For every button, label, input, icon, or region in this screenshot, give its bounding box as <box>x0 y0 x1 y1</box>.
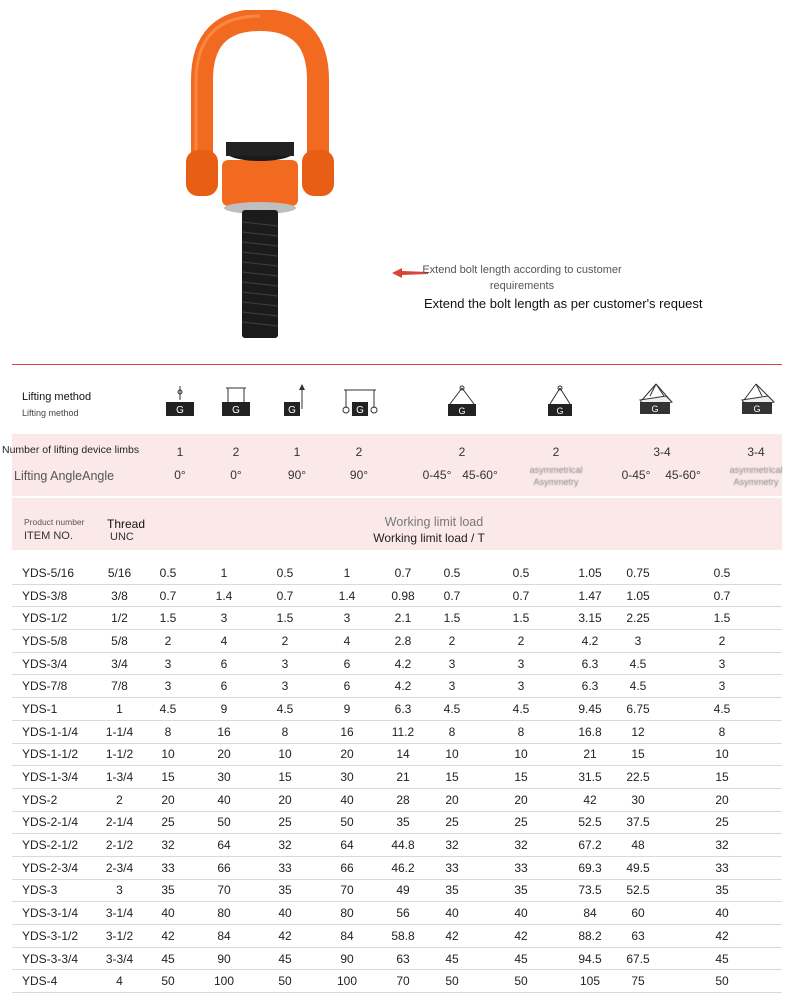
load-cell: 1.4 <box>194 584 254 607</box>
angle-label: Lifting AngleAngle <box>14 469 115 483</box>
load-cell: 10 <box>476 743 566 766</box>
load-cell: 25 <box>476 811 566 834</box>
svg-text:G: G <box>753 404 761 414</box>
load-cell: 60 <box>614 902 662 925</box>
asymmetrical-label: asymmetrical <box>729 465 783 475</box>
load-cell: 32 <box>254 834 316 857</box>
svg-text:G: G <box>356 405 364 416</box>
thread-cell: 3/4 <box>97 652 142 675</box>
load-cell: 1.4 <box>316 584 378 607</box>
load-cell: 46.2 <box>378 856 428 879</box>
load-cell: 4.5 <box>662 698 782 721</box>
item-no-cell: YDS-2 <box>12 788 97 811</box>
item-no-cell: YDS-4 <box>12 970 97 993</box>
load-cell: 45 <box>662 947 782 970</box>
load-cell: 6.3 <box>378 698 428 721</box>
load-cell: 80 <box>316 902 378 925</box>
load-cell: 75 <box>614 970 662 993</box>
load-cell: 6.3 <box>566 652 614 675</box>
load-cell: 16.8 <box>566 720 614 743</box>
thread-cell: 1-1/2 <box>97 743 142 766</box>
load-cell: 3 <box>662 652 782 675</box>
load-cell: 2 <box>476 630 566 653</box>
angle-value-secondary: 45-60° <box>665 468 701 482</box>
load-cell: 88.2 <box>566 925 614 948</box>
table-row <box>12 879 782 902</box>
load-cell: 25 <box>142 811 194 834</box>
thread-cell: 4 <box>97 970 142 993</box>
load-cell: 50 <box>142 970 194 993</box>
load-cell: 40 <box>476 902 566 925</box>
load-cell: 49 <box>378 879 428 902</box>
load-cell: 22.5 <box>614 766 662 789</box>
load-cell: 16 <box>194 720 254 743</box>
thread-cell: 5/8 <box>97 630 142 653</box>
load-cell: 3 <box>142 652 194 675</box>
svg-text:G: G <box>232 405 240 416</box>
table-row <box>12 811 782 834</box>
load-cell: 66 <box>316 856 378 879</box>
load-cell: 4.2 <box>378 675 428 698</box>
load-cell: 15 <box>142 766 194 789</box>
section-divider <box>12 364 782 365</box>
load-cell: 42 <box>142 925 194 948</box>
angle-value: 0° <box>174 468 186 482</box>
load-cell: 10 <box>428 743 476 766</box>
load-cell: 70 <box>194 879 254 902</box>
load-cell: 9 <box>316 698 378 721</box>
load-cell: 50 <box>662 970 782 993</box>
load-cell: 0.98 <box>378 584 428 607</box>
load-cell: 90 <box>316 947 378 970</box>
load-cell: 10 <box>254 743 316 766</box>
load-cell: 1 <box>194 562 254 584</box>
unc-label: UNC <box>110 531 134 543</box>
load-cell: 66 <box>194 856 254 879</box>
limbs-value: 1 <box>176 445 184 459</box>
item-no-cell: YDS-1-3/4 <box>12 766 97 789</box>
asymmetrical-label: asymmetrical <box>529 465 583 475</box>
thread-cell: 2-1/4 <box>97 811 142 834</box>
load-cell: 8 <box>428 720 476 743</box>
lifting-method-label: Lifting method <box>22 391 92 403</box>
product-number-label: Product number <box>24 517 85 527</box>
svg-text:G: G <box>176 405 184 416</box>
item-no-cell: YDS-3/8 <box>12 584 97 607</box>
load-cell: 15 <box>254 766 316 789</box>
load-cell: 9 <box>194 698 254 721</box>
load-cell: 4 <box>194 630 254 653</box>
load-cell: 16 <box>316 720 378 743</box>
item-no-cell: YDS-1 <box>12 698 97 721</box>
table-row <box>12 720 782 743</box>
load-cell: 32 <box>662 834 782 857</box>
load-cell: 4.5 <box>428 698 476 721</box>
load-cell: 1.47 <box>566 584 614 607</box>
load-cell: 84 <box>194 925 254 948</box>
limbs-value: 3-4 <box>653 445 671 459</box>
load-cell: 63 <box>614 925 662 948</box>
load-cell: 32 <box>428 834 476 857</box>
load-cell: 4.5 <box>476 698 566 721</box>
load-cell: 63 <box>378 947 428 970</box>
load-cell: 15 <box>476 766 566 789</box>
load-cell: 3 <box>316 607 378 630</box>
load-cell: 67.5 <box>614 947 662 970</box>
item-no-cell: YDS-5/16 <box>12 562 97 584</box>
load-cell: 2 <box>662 630 782 653</box>
load-cell: 70 <box>378 970 428 993</box>
load-cell: 45 <box>476 947 566 970</box>
load-cell: 10 <box>662 743 782 766</box>
item-no-cell: YDS-7/8 <box>12 675 97 698</box>
load-cell: 3.15 <box>566 607 614 630</box>
load-cell: 4.5 <box>614 652 662 675</box>
asymmetry-label: Asymmetry <box>533 477 579 487</box>
load-cell: 40 <box>194 788 254 811</box>
load-cell: 1.05 <box>566 562 614 584</box>
angle-value: 0-45° <box>422 468 452 482</box>
thread-cell: 1/2 <box>97 607 142 630</box>
table-row <box>12 652 782 675</box>
thread-label: Thread <box>107 517 146 531</box>
working-load-table <box>12 562 782 993</box>
load-cell: 84 <box>316 925 378 948</box>
load-cell: 33 <box>476 856 566 879</box>
load-cell: 11.2 <box>378 720 428 743</box>
load-cell: 20 <box>662 788 782 811</box>
callout-english-text: Extend the bolt length as per customer's request <box>424 296 703 311</box>
load-cell: 100 <box>316 970 378 993</box>
item-no-cell: YDS-3 <box>12 879 97 902</box>
load-cell: 3 <box>428 652 476 675</box>
load-cell: 52.5 <box>614 879 662 902</box>
svg-text:G: G <box>556 406 564 416</box>
item-no-cell: YDS-3/4 <box>12 652 97 675</box>
svg-text:G: G <box>458 406 466 416</box>
load-cell: 8 <box>662 720 782 743</box>
load-cell: 3 <box>254 675 316 698</box>
thread-cell: 1-1/4 <box>97 720 142 743</box>
load-cell: 3 <box>194 607 254 630</box>
limbs-value: 2 <box>232 445 240 459</box>
load-cell: 15 <box>428 766 476 789</box>
thread-cell: 7/8 <box>97 675 142 698</box>
load-cell: 2 <box>142 630 194 653</box>
item-no-cell: YDS-5/8 <box>12 630 97 653</box>
load-cell: 0.7 <box>254 584 316 607</box>
wll-title: Working limit load <box>384 515 484 529</box>
load-cell: 2.8 <box>378 630 428 653</box>
load-cell: 0.7 <box>142 584 194 607</box>
angle-value-secondary: 45-60° <box>462 468 498 482</box>
load-cell: 42 <box>476 925 566 948</box>
load-cell: 64 <box>316 834 378 857</box>
thread-cell: 3 <box>97 879 142 902</box>
load-cell: 40 <box>142 902 194 925</box>
load-cell: 1.05 <box>614 584 662 607</box>
load-cell: 8 <box>476 720 566 743</box>
thread-cell: 3-1/4 <box>97 902 142 925</box>
load-cell: 1 <box>316 562 378 584</box>
load-cell: 6 <box>194 675 254 698</box>
item-no-cell: YDS-3-1/2 <box>12 925 97 948</box>
load-cell: 40 <box>316 788 378 811</box>
load-cell: 3 <box>428 675 476 698</box>
table-row <box>12 925 782 948</box>
table-row <box>12 947 782 970</box>
load-cell: 31.5 <box>566 766 614 789</box>
limbs-value: 2 <box>355 445 363 459</box>
load-cell: 8 <box>142 720 194 743</box>
limbs-label: Number of lifting device limbs <box>2 444 140 456</box>
load-cell: 6.3 <box>566 675 614 698</box>
load-cell: 70 <box>316 879 378 902</box>
load-cell: 2 <box>428 630 476 653</box>
table-row <box>12 584 782 607</box>
load-cell: 2.1 <box>378 607 428 630</box>
load-cell: 90 <box>194 947 254 970</box>
item-no-label: ITEM NO. <box>24 530 73 542</box>
angle-value: 0° <box>230 468 242 482</box>
load-cell: 3 <box>476 652 566 675</box>
load-cell: 0.7 <box>662 584 782 607</box>
load-cell: 25 <box>662 811 782 834</box>
load-cell: 50 <box>194 811 254 834</box>
item-no-cell: YDS-1-1/4 <box>12 720 97 743</box>
load-cell: 3 <box>142 675 194 698</box>
load-cell: 50 <box>428 970 476 993</box>
load-cell: 12 <box>614 720 662 743</box>
load-cell: 25 <box>428 811 476 834</box>
load-cell: 105 <box>566 970 614 993</box>
load-cell: 33 <box>142 856 194 879</box>
load-cell: 33 <box>662 856 782 879</box>
table-row <box>12 698 782 721</box>
load-cell: 50 <box>476 970 566 993</box>
load-cell: 0.5 <box>662 562 782 584</box>
load-cell: 42 <box>566 788 614 811</box>
load-cell: 2 <box>254 630 316 653</box>
load-cell: 1.5 <box>476 607 566 630</box>
thread-cell: 3-1/2 <box>97 925 142 948</box>
load-cell: 3 <box>254 652 316 675</box>
load-cell: 28 <box>378 788 428 811</box>
svg-text:G: G <box>651 404 659 414</box>
double-vertical-lift-icon <box>216 382 256 418</box>
load-cell: 56 <box>378 902 428 925</box>
angle-value: 0-45° <box>621 468 651 482</box>
load-cell: 20 <box>254 788 316 811</box>
limbs-value: 2 <box>458 445 466 459</box>
thread-cell: 1 <box>97 698 142 721</box>
load-cell: 1.5 <box>428 607 476 630</box>
load-cell: 4.5 <box>614 675 662 698</box>
load-cell: 20 <box>194 743 254 766</box>
load-cell: 30 <box>316 766 378 789</box>
load-cell: 30 <box>614 788 662 811</box>
table-row <box>12 675 782 698</box>
limbs-value: 2 <box>552 445 560 459</box>
load-cell: 20 <box>428 788 476 811</box>
load-cell: 33 <box>428 856 476 879</box>
load-cell: 20 <box>476 788 566 811</box>
load-cell: 21 <box>566 743 614 766</box>
load-cell: 1.5 <box>254 607 316 630</box>
load-cell: 35 <box>428 879 476 902</box>
item-no-cell: YDS-1-1/2 <box>12 743 97 766</box>
thread-cell: 2 <box>97 788 142 811</box>
two-leg-asymmetric-sling-icon <box>540 382 580 418</box>
swivel-hoist-ring-image <box>180 10 350 350</box>
load-cell: 6.75 <box>614 698 662 721</box>
multi-leg-asymmetric-sling-icon <box>738 380 778 416</box>
load-cell: 45 <box>254 947 316 970</box>
load-cell: 35 <box>476 879 566 902</box>
thread-cell: 3-3/4 <box>97 947 142 970</box>
load-cell: 3 <box>476 675 566 698</box>
item-no-cell: YDS-2-3/4 <box>12 856 97 879</box>
two-leg-sling-icon <box>442 382 482 418</box>
load-cell: 0.7 <box>476 584 566 607</box>
load-cell: 80 <box>194 902 254 925</box>
limbs-value: 3-4 <box>747 445 765 459</box>
load-cell: 35 <box>142 879 194 902</box>
load-cell: 6 <box>316 675 378 698</box>
load-cell: 0.7 <box>378 562 428 584</box>
load-cell: 0.7 <box>428 584 476 607</box>
load-cell: 0.5 <box>254 562 316 584</box>
load-cell: 3 <box>614 630 662 653</box>
thread-cell: 2-3/4 <box>97 856 142 879</box>
wll-subtitle: Working limit load / T <box>373 531 485 545</box>
single-side-pull-icon <box>278 382 318 418</box>
table-row <box>12 766 782 789</box>
load-cell: 50 <box>254 970 316 993</box>
thread-cell: 2-1/2 <box>97 834 142 857</box>
load-cell: 40 <box>662 902 782 925</box>
load-cell: 1.5 <box>142 607 194 630</box>
table-row <box>12 607 782 630</box>
load-cell: 3 <box>662 675 782 698</box>
load-cell: 69.3 <box>566 856 614 879</box>
load-cell: 4.5 <box>142 698 194 721</box>
load-cell: 0.5 <box>428 562 476 584</box>
load-cell: 94.5 <box>566 947 614 970</box>
thread-cell: 5/16 <box>97 562 142 584</box>
item-no-cell: YDS-2-1/4 <box>12 811 97 834</box>
load-cell: 21 <box>378 766 428 789</box>
table-row <box>12 856 782 879</box>
load-cell: 42 <box>254 925 316 948</box>
load-cell: 50 <box>316 811 378 834</box>
load-cell: 2.25 <box>614 607 662 630</box>
load-cell: 25 <box>254 811 316 834</box>
callout-translated-text: Extend bolt length according to customer requirements <box>422 264 622 292</box>
load-cell: 100 <box>194 970 254 993</box>
table-row <box>12 630 782 653</box>
table-row <box>12 562 782 584</box>
load-cell: 35 <box>378 811 428 834</box>
load-cell: 35 <box>254 879 316 902</box>
load-cell: 8 <box>254 720 316 743</box>
angle-value: 90° <box>349 468 369 482</box>
load-cell: 15 <box>662 766 782 789</box>
load-cell: 1.5 <box>662 607 782 630</box>
load-cell: 9.45 <box>566 698 614 721</box>
table-row <box>12 743 782 766</box>
asymmetry-label: Asymmetry <box>733 477 779 487</box>
table-row <box>12 902 782 925</box>
svg-text:G: G <box>288 405 296 416</box>
load-cell: 0.5 <box>476 562 566 584</box>
load-cell: 30 <box>194 766 254 789</box>
item-no-cell: YDS-1/2 <box>12 607 97 630</box>
load-cell: 33 <box>254 856 316 879</box>
load-cell: 40 <box>254 902 316 925</box>
load-cell: 20 <box>316 743 378 766</box>
load-cell: 58.8 <box>378 925 428 948</box>
load-cell: 45 <box>142 947 194 970</box>
load-cell: 73.5 <box>566 879 614 902</box>
load-cell: 10 <box>142 743 194 766</box>
item-no-cell: YDS-3-1/4 <box>12 902 97 925</box>
thread-cell: 3/8 <box>97 584 142 607</box>
load-cell: 32 <box>142 834 194 857</box>
single-vertical-lift-icon <box>160 382 200 418</box>
load-cell: 45 <box>428 947 476 970</box>
load-cell: 37.5 <box>614 811 662 834</box>
load-cell: 40 <box>428 902 476 925</box>
load-cell: 6 <box>194 652 254 675</box>
load-cell: 64 <box>194 834 254 857</box>
load-cell: 20 <box>142 788 194 811</box>
load-cell: 84 <box>566 902 614 925</box>
load-cell: 4.2 <box>566 630 614 653</box>
limbs-value: 1 <box>293 445 301 459</box>
load-cell: 42 <box>662 925 782 948</box>
load-cell: 4.5 <box>254 698 316 721</box>
load-cell: 48 <box>614 834 662 857</box>
load-cell: 4 <box>316 630 378 653</box>
load-cell: 0.5 <box>142 562 194 584</box>
load-cell: 15 <box>614 743 662 766</box>
double-side-pull-icon <box>340 382 380 418</box>
load-cell: 52.5 <box>566 811 614 834</box>
multi-leg-sling-icon <box>636 380 676 416</box>
table-row <box>12 788 782 811</box>
angle-value: 90° <box>287 468 307 482</box>
load-cell: 35 <box>662 879 782 902</box>
item-no-cell: YDS-2-1/2 <box>12 834 97 857</box>
load-cell: 6 <box>316 652 378 675</box>
load-cell: 32 <box>476 834 566 857</box>
table-row <box>12 834 782 857</box>
item-no-cell: YDS-3-3/4 <box>12 947 97 970</box>
load-cell: 44.8 <box>378 834 428 857</box>
load-cell: 49.5 <box>614 856 662 879</box>
table-row <box>12 970 782 993</box>
load-cell: 42 <box>428 925 476 948</box>
load-cell: 67.2 <box>566 834 614 857</box>
load-cell: 4.2 <box>378 652 428 675</box>
thread-cell: 1-3/4 <box>97 766 142 789</box>
load-cell: 14 <box>378 743 428 766</box>
lifting-method-sublabel: Lifting method <box>22 408 79 418</box>
load-cell: 0.75 <box>614 562 662 584</box>
